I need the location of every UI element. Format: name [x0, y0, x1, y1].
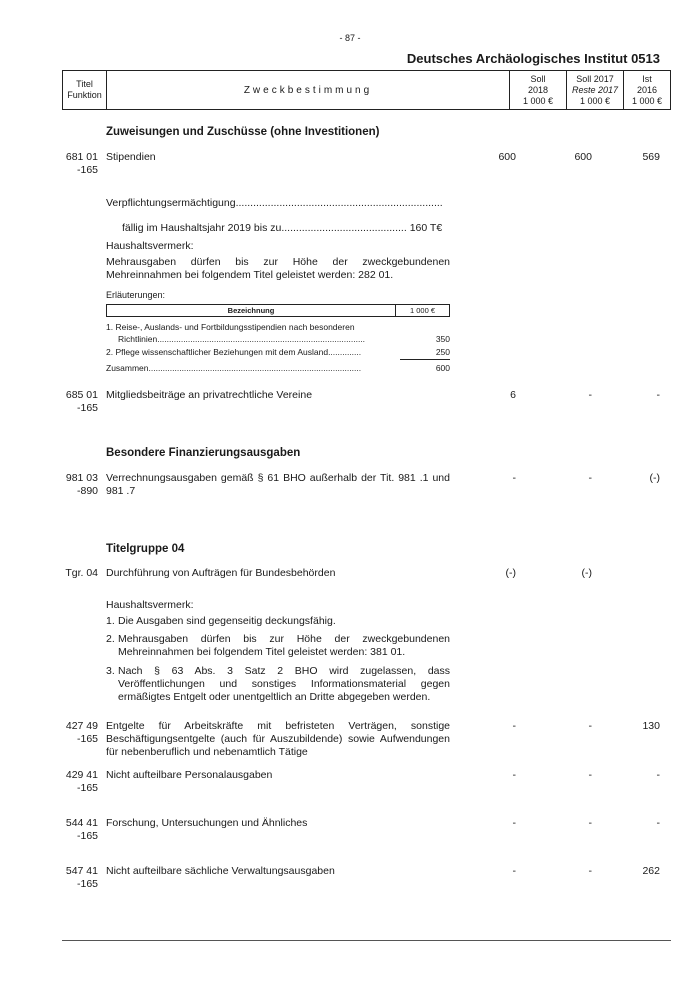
- erl-col-bezeichnung: Bezeichnung: [107, 305, 396, 316]
- page-number: - 87 -: [339, 33, 361, 43]
- titel-text-verwaltungsausgaben: Nicht aufteilbare sächliche Verwaltungsausgaben: [106, 865, 335, 877]
- erl-col-unit: 1 000 €: [409, 306, 436, 315]
- titel-text-entgelte: Entgelte für Arbeitskräfte mit befristeten Verträgen, sonstige Beschäftigungsentgelte (auch für Auszubildende) sowie Aufwendungen für nebenberuflich und nebenamtlich Tätige: [106, 720, 450, 758]
- value-soll-2018: -: [512, 865, 516, 877]
- erl-row-2-value: 250: [435, 347, 450, 357]
- value-soll-2017: (-): [581, 567, 592, 579]
- haushaltsvermerk-item: [106, 633, 450, 659]
- item-text: Die Ausgaben sind gegenseitig deckungsfähig.: [118, 615, 336, 627]
- item-text: Mehrausgaben dürfen bis zur Höhe der zweckgebundenen Mehreinnahmen bei folgendem Titel geleistet werden: 381 01.: [118, 633, 450, 658]
- header-soll-year: 2018: [527, 84, 549, 95]
- header-soll-label: Soll: [530, 73, 546, 84]
- value-soll-2018: (-): [505, 567, 516, 579]
- item-number: 3.: [106, 665, 115, 677]
- value-soll-2017: -: [588, 389, 592, 401]
- value-soll-2017: -: [588, 865, 592, 877]
- header-soll-2017: [567, 71, 624, 109]
- erl-sum-label: Zusammen..........................................................................................: [106, 363, 362, 373]
- titel-number: [62, 472, 98, 498]
- item-number: 2.: [106, 633, 115, 645]
- erlaeuterungen-table-header: [106, 304, 450, 317]
- titel-number-main: 981 03: [65, 472, 98, 484]
- value-soll-2017: -: [588, 769, 592, 781]
- haushaltsvermerk-item: [106, 615, 450, 628]
- titel-number: [62, 720, 98, 746]
- header-ist-2016: [624, 71, 670, 109]
- header-ist-year: 2016: [636, 84, 658, 95]
- titelgruppe-number: Tgr. 04: [65, 567, 98, 579]
- haushaltsvermerk-text: Mehrausgaben dürfen bis zur Höhe der zweckgebundenen Mehreinnahmen bei folgendem Titel geleistet werden: 282 01.: [106, 256, 450, 281]
- value-soll-2018: -: [512, 472, 516, 484]
- haushaltsvermerk-label: Haushaltsvermerk:: [106, 599, 194, 611]
- value-soll-2018: 600: [498, 151, 516, 163]
- value-soll-2018: -: [512, 817, 516, 829]
- header-funktion: Funktion: [67, 90, 102, 100]
- value-ist-2016: 569: [642, 151, 660, 163]
- titel-number-main: 681 01: [65, 151, 98, 163]
- haushaltsvermerk-label: Haushaltsvermerk:: [106, 240, 194, 252]
- titel-number-function: -890: [76, 485, 98, 497]
- erl-row-1-value: 350: [435, 334, 450, 344]
- header-ist-unit: 1 000 €: [631, 95, 663, 106]
- value-soll-2018: 6: [510, 389, 516, 401]
- erl-row-2: 2. Pflege wissenschaftlicher Beziehungen mit dem Ausland..............: [106, 347, 362, 357]
- section-heading-titelgruppe: Titelgruppe 04: [106, 543, 185, 555]
- header-titel: Titel: [76, 79, 93, 89]
- erl-sum-divider: [400, 359, 450, 360]
- value-ist-2016: -: [656, 389, 660, 401]
- verpflichtungsermaechtigung: Verpflichtungsermächtigung.......................................................................: [106, 197, 443, 209]
- titel-number-main: 685 01: [65, 389, 98, 401]
- value-ist-2016: (-): [649, 472, 660, 484]
- section-heading-zuweisungen: Zuweisungen und Zuschüsse (ohne Investitionen): [106, 126, 380, 138]
- header-soll-2018: [510, 71, 567, 109]
- value-soll-2017: 600: [574, 151, 592, 163]
- haushaltsvermerk-item: [106, 665, 450, 704]
- erlaeuterungen-label: Erläuterungen:: [106, 290, 166, 300]
- titel-number-main: 427 49: [65, 720, 98, 732]
- value-soll-2017: -: [588, 472, 592, 484]
- titel-number-main: 544 41: [65, 817, 98, 829]
- header-reste-2017: Reste 2017: [571, 84, 619, 95]
- item-text: Nach § 63 Abs. 3 Satz 2 BHO wird zugelassen, dass Veröffentlichungen und sonstiges Informationsmaterial gegen ermäßigtes Entgelt oder unentgeltlich an Dritte abgegeben werden.: [118, 665, 450, 703]
- value-soll-2017: -: [588, 817, 592, 829]
- titel-number-function: -165: [76, 402, 98, 414]
- header-zweck-label: Zweckbestimmung: [243, 84, 373, 96]
- titel-number-function: -165: [76, 164, 98, 176]
- erl-sum-value: 600: [435, 363, 450, 373]
- titel-text-personalausgaben: Nicht aufteilbare Personalausgaben: [106, 769, 273, 781]
- erl-row-1a: 1. Reise-, Auslands- und Fortbildungsstipendien nach besonderen: [106, 322, 355, 332]
- titel-number: [58, 567, 98, 580]
- titel-number: [62, 865, 98, 891]
- header-soll2017-unit: 1 000 €: [579, 95, 611, 106]
- titel-number-main: 547 41: [65, 865, 98, 877]
- titel-number: [62, 151, 98, 177]
- titel-number: [62, 817, 98, 843]
- value-soll-2017: -: [588, 720, 592, 732]
- titel-text-tgr04: Durchführung von Aufträgen für Bundesbehörden: [106, 567, 336, 579]
- value-soll-2018: -: [512, 769, 516, 781]
- titel-number: [62, 769, 98, 795]
- titel-text-forschung: Forschung, Untersuchungen und Ähnliches: [106, 817, 308, 829]
- titel-number-function: -165: [76, 782, 98, 794]
- erl-row-1b: Richtlinien........................................................................................: [118, 334, 366, 344]
- value-soll-2018: -: [512, 720, 516, 732]
- titel-text-mitgliedsbeitraege: Mitgliedsbeiträge an privatrechtliche Vereine: [106, 389, 313, 401]
- titel-text-stipendien: Stipendien: [106, 151, 156, 163]
- header-soll-unit: 1 000 €: [522, 95, 554, 106]
- titel-number-function: -165: [76, 830, 98, 842]
- value-ist-2016: -: [656, 769, 660, 781]
- titel-number-function: -165: [76, 878, 98, 890]
- item-number: 1.: [106, 615, 115, 627]
- value-ist-2016: 130: [642, 720, 660, 732]
- footer-divider: [62, 940, 671, 941]
- titel-number: [62, 389, 98, 415]
- header-soll2017-label: Soll 2017: [576, 73, 614, 84]
- value-ist-2016: -: [656, 817, 660, 829]
- titel-number-main: 429 41: [65, 769, 98, 781]
- header-zweckbestimmung: [107, 71, 510, 109]
- value-ist-2016: 262: [642, 865, 660, 877]
- document-title: Deutsches Archäologisches Institut 0513: [406, 51, 660, 66]
- header-ist-label: Ist: [642, 73, 652, 84]
- table-header: [62, 70, 671, 110]
- titel-text-verrechnung: Verrechnungsausgaben gemäß § 61 BHO außerhalb der Tit. 981 .1 und 981 .7: [106, 472, 450, 497]
- titel-number-function: -165: [76, 733, 98, 745]
- header-titel-funktion: [63, 71, 107, 109]
- section-heading-finanzierung: Besondere Finanzierungsausgaben: [106, 447, 301, 459]
- faellig-line: fällig im Haushaltsjahr 2019 bis zu........................................... 160 T€: [122, 222, 443, 234]
